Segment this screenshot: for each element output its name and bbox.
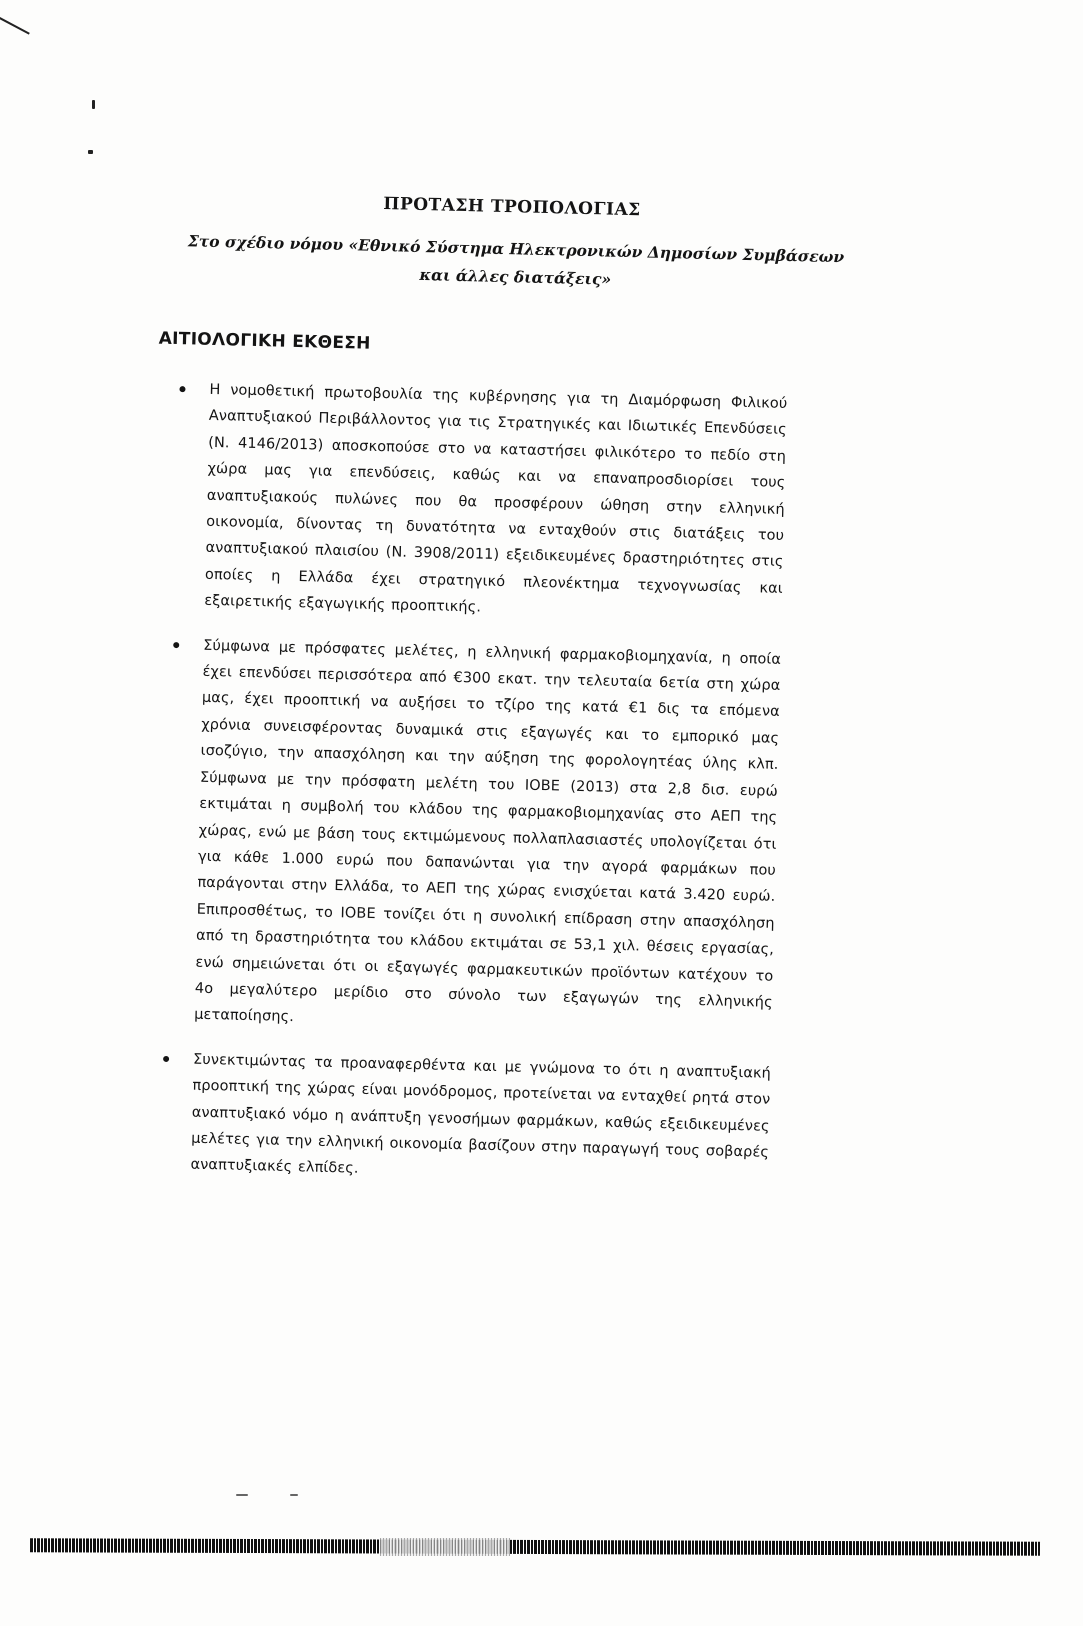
bullet-icon xyxy=(163,1056,169,1062)
bullet-icon xyxy=(173,642,179,648)
bullet-text: Συνεκτιμώντας τα προαναφερθέντα και με γνώμονα το ότι η αναπτυξιακή προοπτική της χώρας είναι μονόδρομος, προτείνεται να ενταχθεί ρητά στον αναπτυξιακό νόμο η ανάπτυξη γενοσήμων φαρμάκων, καθώς εξειδικευμένες μελέτες για την ελληνική οικονομία βασίζουν στην παραγωγή τους σοβαρές αναπτυξιακές ελπίδες. xyxy=(190,1051,772,1178)
bullet-item xyxy=(158,1046,771,1193)
document-subtitle: Στο σχέδιο νόμου «Εθνικό Σύστημα Ηλεκτρονικών Δημοσίων Συμβάσεων και άλλες διατάξεις» xyxy=(187,231,845,289)
bullet-text: Η νομοθετική πρωτοβουλία της κυβέρνησης για τη Διαμόρφωση Φιλικού Αναπτυξιακού Περιβάλλοντος για τις Στρατηγικές και Ιδιωτικές Επενδύσεις (Ν. 4146/2013) αποσκοπούσε στο να καταστήσει φιλικότερο το πεδίο στη χώρα μας για επενδύσεις, καθώς και να επαναπροσδιορίσει τους αναπτυξιακούς πυλώνες που θα προσφέρουν ώθηση στην ελληνική οικονομία, δίνοντας τη δυνατότητα να ενταχθούν στις διατάξεις του αναπτυξιακού πλαισίου (Ν. 3908/2011) εξειδικευμένες δραστηριότητες στις οποίες η Ελλάδα έχει στρατηγικό πλεονέκτημα τεχνογνωσίας και εξαιρετικής εξαγωγικής προοπτικής. xyxy=(204,381,788,616)
bullet-item xyxy=(162,632,781,1043)
section-heading: ΑΙΤΙΟΛΟΓΙΚΗ ΕΚΘΕΣΗ xyxy=(158,328,371,354)
bullet-item xyxy=(172,376,788,628)
document-title: ΠΡΟΤΑΣΗ ΤΡΟΠΟΛΟΓΙΑΣ xyxy=(383,194,641,221)
bullet-icon xyxy=(179,386,185,392)
bullet-text: Σύμφωνα με πρόσφατες μελέτες, η ελληνική φαρμακοβιομηχανία, η οποία έχει επενδύσει περισσότερα από €300 εκατ. την τελευταία 6ετία στη χώρα μας, έχει προοπτική να αυξήσει το τζίρο της κατά €1 δις τα επόμενα χρόνια συνεισφέροντας δυναμικά στις εξαγωγές και το εμπορικό μας ισοζύγιο, την απασχόληση και την αύξηση της φορολογητέας ύλης κλπ. Σύμφωνα με την πρόσφατη μελέτη του ΙΟΒΕ (2013) στα 2,8 δισ. ευρώ εκτιμάται η συμβολή του κλάδου της φαρμακοβιομηχανίας στο ΑΕΠ της χώρας, ενώ με βάση τους εκτιμώμενους πολλαπλασιαστές υπολογίζεται ότι για κάθε 1.000 ευρώ που δαπανώνται για την αγορά φαρμάκων που παράγονται στην Ελλάδα, το ΑΕΠ της χώρας ενισχύεται κατά 3.420 ευρώ. Επιπροσθέτως, το ΙΟΒΕ τονίζει ότι η συνολική επίδραση στην απασχόληση από τη δραστηριότητα του κλάδου εκτιμάται σε 53,1 χιλ. θέσεις εργασίας, ενώ σημειώνεται ότι οι εξαγωγές φαρμακευτικών προϊόντων κατέχουν το 4ο μεγαλύτερο μερίδιο στο σύνολο των εξαγωγών της ελληνικής μεταποίησης. xyxy=(194,637,782,1026)
scan-barcode-fade xyxy=(380,1538,510,1556)
bullet-list xyxy=(158,376,788,1210)
